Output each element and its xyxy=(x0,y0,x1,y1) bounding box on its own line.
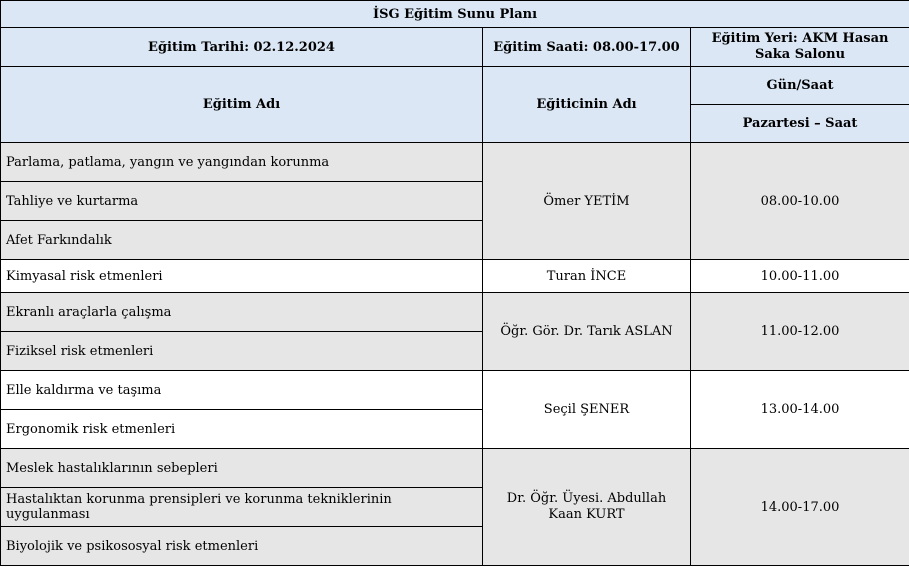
topic-cell: Ergonomik risk etmenleri xyxy=(1,410,483,449)
trainer-cell: Ömer YETİM xyxy=(483,143,691,260)
topic-cell: Elle kaldırma ve taşıma xyxy=(1,371,483,410)
topic-cell: Hastalıktan korunma prensipleri ve korunma tekniklerinin uygulanması xyxy=(1,488,483,527)
topic-cell: Fiziksel risk etmenleri xyxy=(1,332,483,371)
training-time: Eğitim Saati: 08.00-17.00 xyxy=(483,28,691,67)
topic-cell: Afet Farkındalık xyxy=(1,221,483,260)
table-row xyxy=(1,143,909,182)
time-cell: 08.00-10.00 xyxy=(691,143,909,260)
table-row xyxy=(1,293,909,332)
column-header-training: Eğitim Adı xyxy=(1,67,483,143)
table-row xyxy=(1,260,909,293)
title-row xyxy=(1,1,909,28)
trainer-cell: Dr. Öğr. Üyesi. Abdullah Kaan KURT xyxy=(483,449,691,566)
time-cell: 10.00-11.00 xyxy=(691,260,909,293)
trainer-cell: Seçil ŞENER xyxy=(483,371,691,449)
time-cell: 14.00-17.00 xyxy=(691,449,909,566)
topic-cell: Biyolojik ve psikososyal risk etmenleri xyxy=(1,527,483,566)
topic-cell: Ekranlı araçlarla çalışma xyxy=(1,293,483,332)
time-cell: 13.00-14.00 xyxy=(691,371,909,449)
column-header-day: Pazartesi – Saat xyxy=(691,105,909,143)
meta-row xyxy=(1,28,909,67)
column-header-row xyxy=(1,67,909,105)
time-cell: 11.00-12.00 xyxy=(691,293,909,371)
table-row xyxy=(1,449,909,488)
training-date: Eğitim Tarihi: 02.12.2024 xyxy=(1,28,483,67)
column-header-trainer: Eğiticinin Adı xyxy=(483,67,691,143)
training-place: Eğitim Yeri: AKM Hasan Saka Salonu xyxy=(691,28,909,67)
table-row xyxy=(1,371,909,410)
trainer-cell: Öğr. Gör. Dr. Tarık ASLAN xyxy=(483,293,691,371)
trainer-cell: Turan İNCE xyxy=(483,260,691,293)
table-title: İSG Eğitim Sunu Planı xyxy=(1,1,909,28)
topic-cell: Kimyasal risk etmenleri xyxy=(1,260,483,293)
topic-cell: Parlama, patlama, yangın ve yangından korunma xyxy=(1,143,483,182)
topic-cell: Tahliye ve kurtarma xyxy=(1,182,483,221)
topic-cell: Meslek hastalıklarının sebepleri xyxy=(1,449,483,488)
column-header-day-time: Gün/Saat xyxy=(691,67,909,105)
